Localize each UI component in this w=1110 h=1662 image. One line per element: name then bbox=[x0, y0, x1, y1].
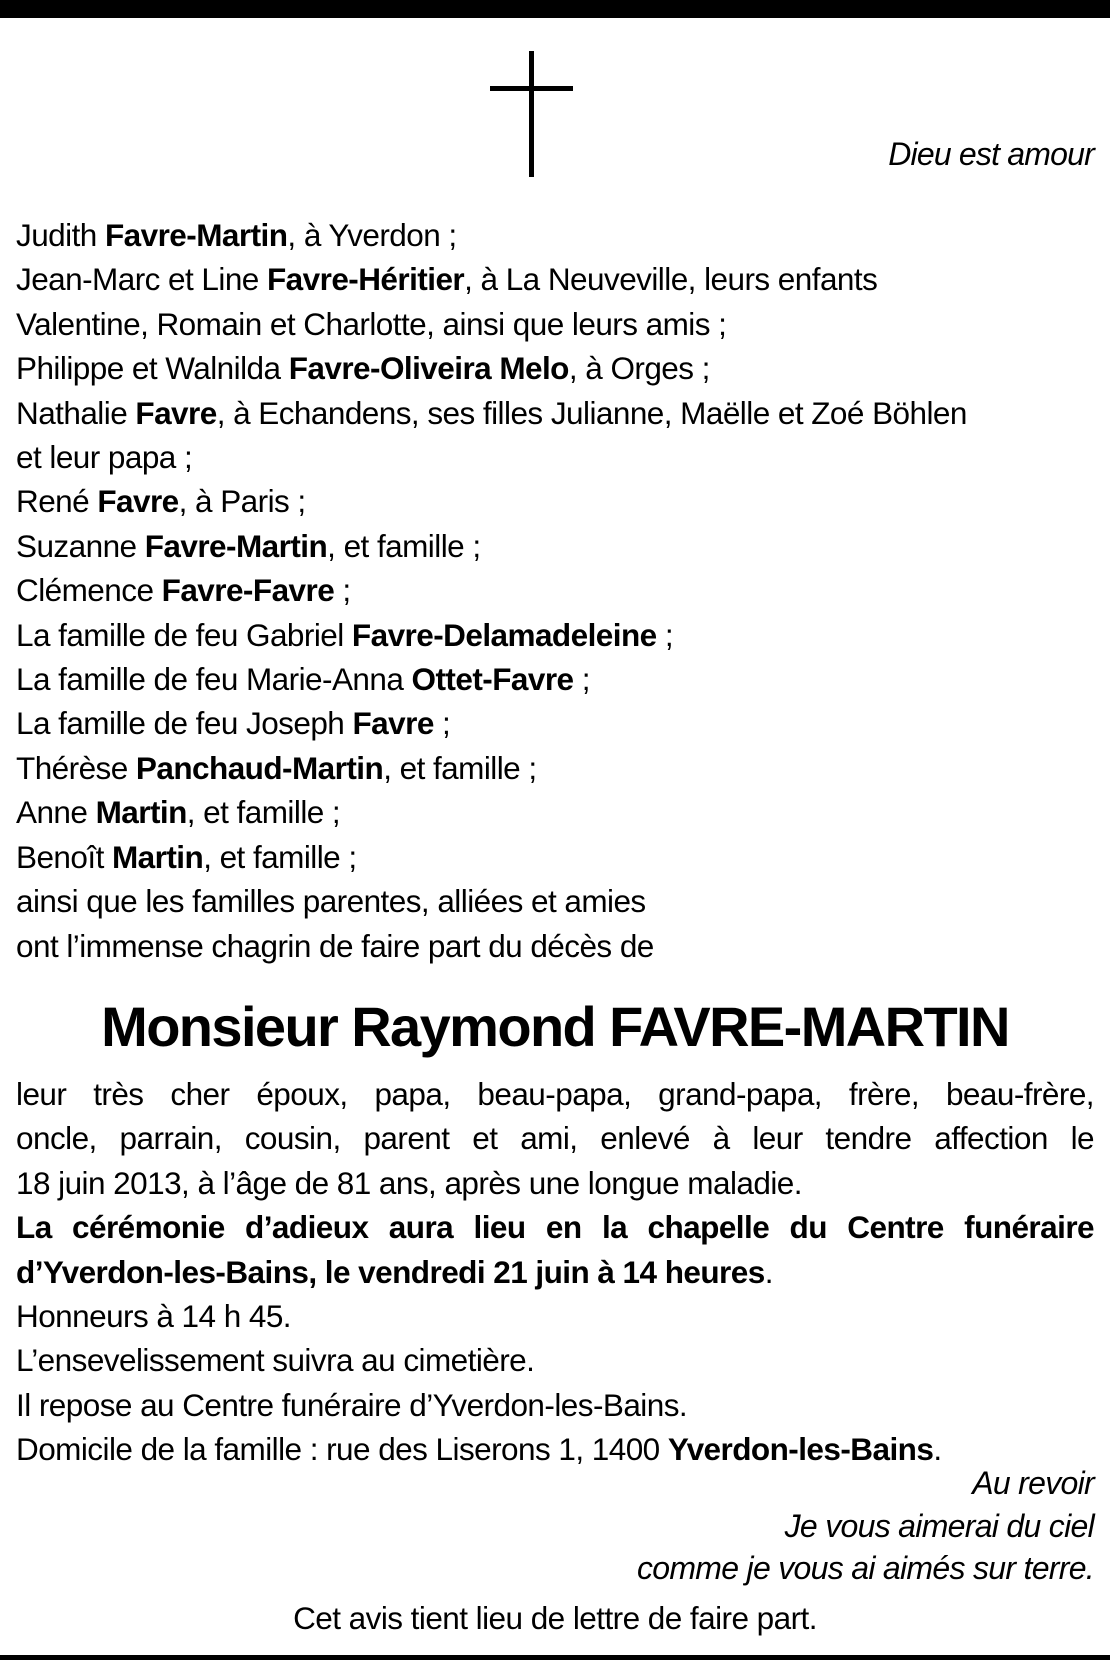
text-segment: , à La Neuveville, leurs enfants bbox=[464, 261, 878, 298]
family-line bbox=[16, 391, 1094, 435]
detail-line bbox=[16, 1161, 1094, 1205]
text-segment: ont l’immense chagrin de faire part du décès de bbox=[16, 927, 654, 964]
detail-line bbox=[16, 1294, 1094, 1338]
motto: Dieu est amour bbox=[888, 136, 1094, 172]
detail-line bbox=[16, 1250, 1094, 1294]
family-line bbox=[16, 302, 1094, 346]
family-line bbox=[16, 568, 1094, 612]
text-segment: , à Orges ; bbox=[568, 350, 710, 387]
text-segment: La famille de feu Joseph bbox=[16, 705, 353, 742]
detail-line bbox=[16, 1338, 1094, 1382]
text-segment: ainsi que les familles parentes, alliées et amies bbox=[16, 883, 646, 920]
text-segment: Anne bbox=[16, 794, 96, 831]
family-line bbox=[16, 257, 1094, 301]
text-segment: Clémence bbox=[16, 572, 162, 609]
text-segment: Judith bbox=[16, 217, 105, 253]
bold-name: d’Yverdon-les-Bains, le vendredi 21 juin à 14 heures bbox=[16, 1253, 765, 1290]
text-segment: , et famille ; bbox=[327, 527, 481, 564]
cross-horizontal bbox=[490, 86, 573, 91]
detail-line bbox=[16, 1072, 1094, 1116]
closing-verse bbox=[637, 1462, 1094, 1590]
text-segment: Jean-Marc et Line bbox=[16, 261, 267, 298]
family-line bbox=[16, 924, 1094, 968]
bold-name: Favre bbox=[97, 483, 179, 520]
text-segment: Philippe et Walnilda bbox=[16, 350, 289, 387]
text-segment: Nathalie bbox=[16, 394, 136, 431]
text-segment: ; bbox=[573, 661, 590, 698]
closing-line: comme je vous ai aimés sur terre. bbox=[636, 1550, 1094, 1586]
bold-name: Martin bbox=[95, 794, 187, 831]
family-line bbox=[16, 746, 1094, 790]
text-segment: ; bbox=[433, 705, 451, 742]
text-segment: La famille de feu Gabriel bbox=[16, 616, 352, 653]
bold-name: Yverdon-les-Bains bbox=[667, 1431, 934, 1468]
text-segment: Domicile de la famille : rue des Liserons 1, 1400 bbox=[16, 1431, 668, 1468]
bold-name: Favre-Oliveira Melo bbox=[288, 350, 569, 387]
bold-name: Favre-Favre bbox=[161, 572, 335, 609]
bold-name: Favre-Martin bbox=[104, 217, 288, 253]
deceased-name: Monsieur Raymond FAVRE-MARTIN bbox=[101, 995, 1009, 1058]
text-segment: ; bbox=[334, 572, 351, 609]
family-line bbox=[16, 213, 1094, 257]
bold-name: Favre bbox=[352, 705, 434, 742]
family-line bbox=[16, 524, 1094, 568]
text-segment: , à Paris ; bbox=[178, 483, 306, 520]
text-segment: Suzanne bbox=[16, 527, 145, 564]
family-line bbox=[16, 701, 1094, 745]
text-segment: . bbox=[933, 1431, 942, 1468]
bold-name: Favre-Martin bbox=[144, 527, 328, 564]
bold-name: La cérémonie d’adieux aura lieu en la chapelle du Centre funéraire bbox=[16, 1209, 1094, 1246]
bold-name: Favre bbox=[135, 394, 217, 431]
cross-vertical bbox=[529, 51, 534, 177]
text-segment: , et famille ; bbox=[186, 794, 341, 831]
family-line bbox=[16, 835, 1094, 879]
text-segment: leur très cher époux, papa, beau-papa, grand-papa, frère, beau-frère, bbox=[16, 1076, 1094, 1112]
text-segment: Il repose au Centre funéraire d’Yverdon-les-Bains. bbox=[16, 1386, 688, 1423]
text-segment: L’ensevelissement suivra au cimetière. bbox=[16, 1342, 535, 1379]
closing-line: Au revoir bbox=[972, 1465, 1094, 1501]
announcement-details bbox=[16, 1072, 1094, 1472]
bold-name: Panchaud-Martin bbox=[135, 749, 384, 786]
family-line bbox=[16, 435, 1094, 479]
bottom-border bbox=[0, 1655, 1110, 1660]
text-segment: Benoît bbox=[16, 838, 112, 875]
detail-line bbox=[16, 1116, 1094, 1160]
footer-note: Cet avis tient lieu de lettre de faire part. bbox=[293, 1600, 817, 1636]
family-line bbox=[16, 346, 1094, 390]
text-segment: Honneurs à 14 h 45. bbox=[16, 1298, 292, 1335]
detail-line bbox=[16, 1205, 1094, 1249]
bold-name: Ottet-Favre bbox=[411, 661, 574, 698]
family-line bbox=[16, 879, 1094, 923]
text-segment: 18 juin 2013, à l’âge de 81 ans, après une longue maladie. bbox=[16, 1164, 802, 1201]
text-segment: , et famille ; bbox=[383, 749, 537, 786]
family-list bbox=[16, 213, 1094, 968]
bold-name: Favre-Héritier bbox=[266, 261, 465, 298]
text-segment: ; bbox=[656, 616, 674, 653]
text-segment: , à Yverdon ; bbox=[287, 217, 457, 253]
text-segment: . bbox=[764, 1253, 773, 1290]
text-segment: René bbox=[16, 483, 98, 520]
family-line bbox=[16, 479, 1094, 523]
closing-line: Je vous aimerai du ciel bbox=[784, 1507, 1094, 1544]
family-line bbox=[16, 657, 1094, 701]
text-segment: La famille de feu Marie-Anna bbox=[16, 661, 412, 698]
text-segment: , à Echandens, ses filles Julianne, Maëlle et Zoé Böhlen bbox=[216, 394, 967, 431]
family-line bbox=[16, 613, 1094, 657]
top-border bbox=[0, 0, 1110, 18]
family-line bbox=[16, 790, 1094, 834]
bold-name: Martin bbox=[111, 838, 204, 875]
text-segment: oncle, parrain, cousin, parent et ami, enlevé à leur tendre affection le bbox=[16, 1120, 1094, 1157]
text-segment: Valentine, Romain et Charlotte, ainsi que leurs amis ; bbox=[16, 305, 727, 342]
text-segment: et leur papa ; bbox=[16, 439, 193, 476]
text-segment: , et famille ; bbox=[203, 838, 357, 875]
bold-name: Favre-Delamadeleine bbox=[351, 616, 657, 653]
detail-line bbox=[16, 1383, 1094, 1427]
text-segment: Thérèse bbox=[16, 749, 136, 786]
